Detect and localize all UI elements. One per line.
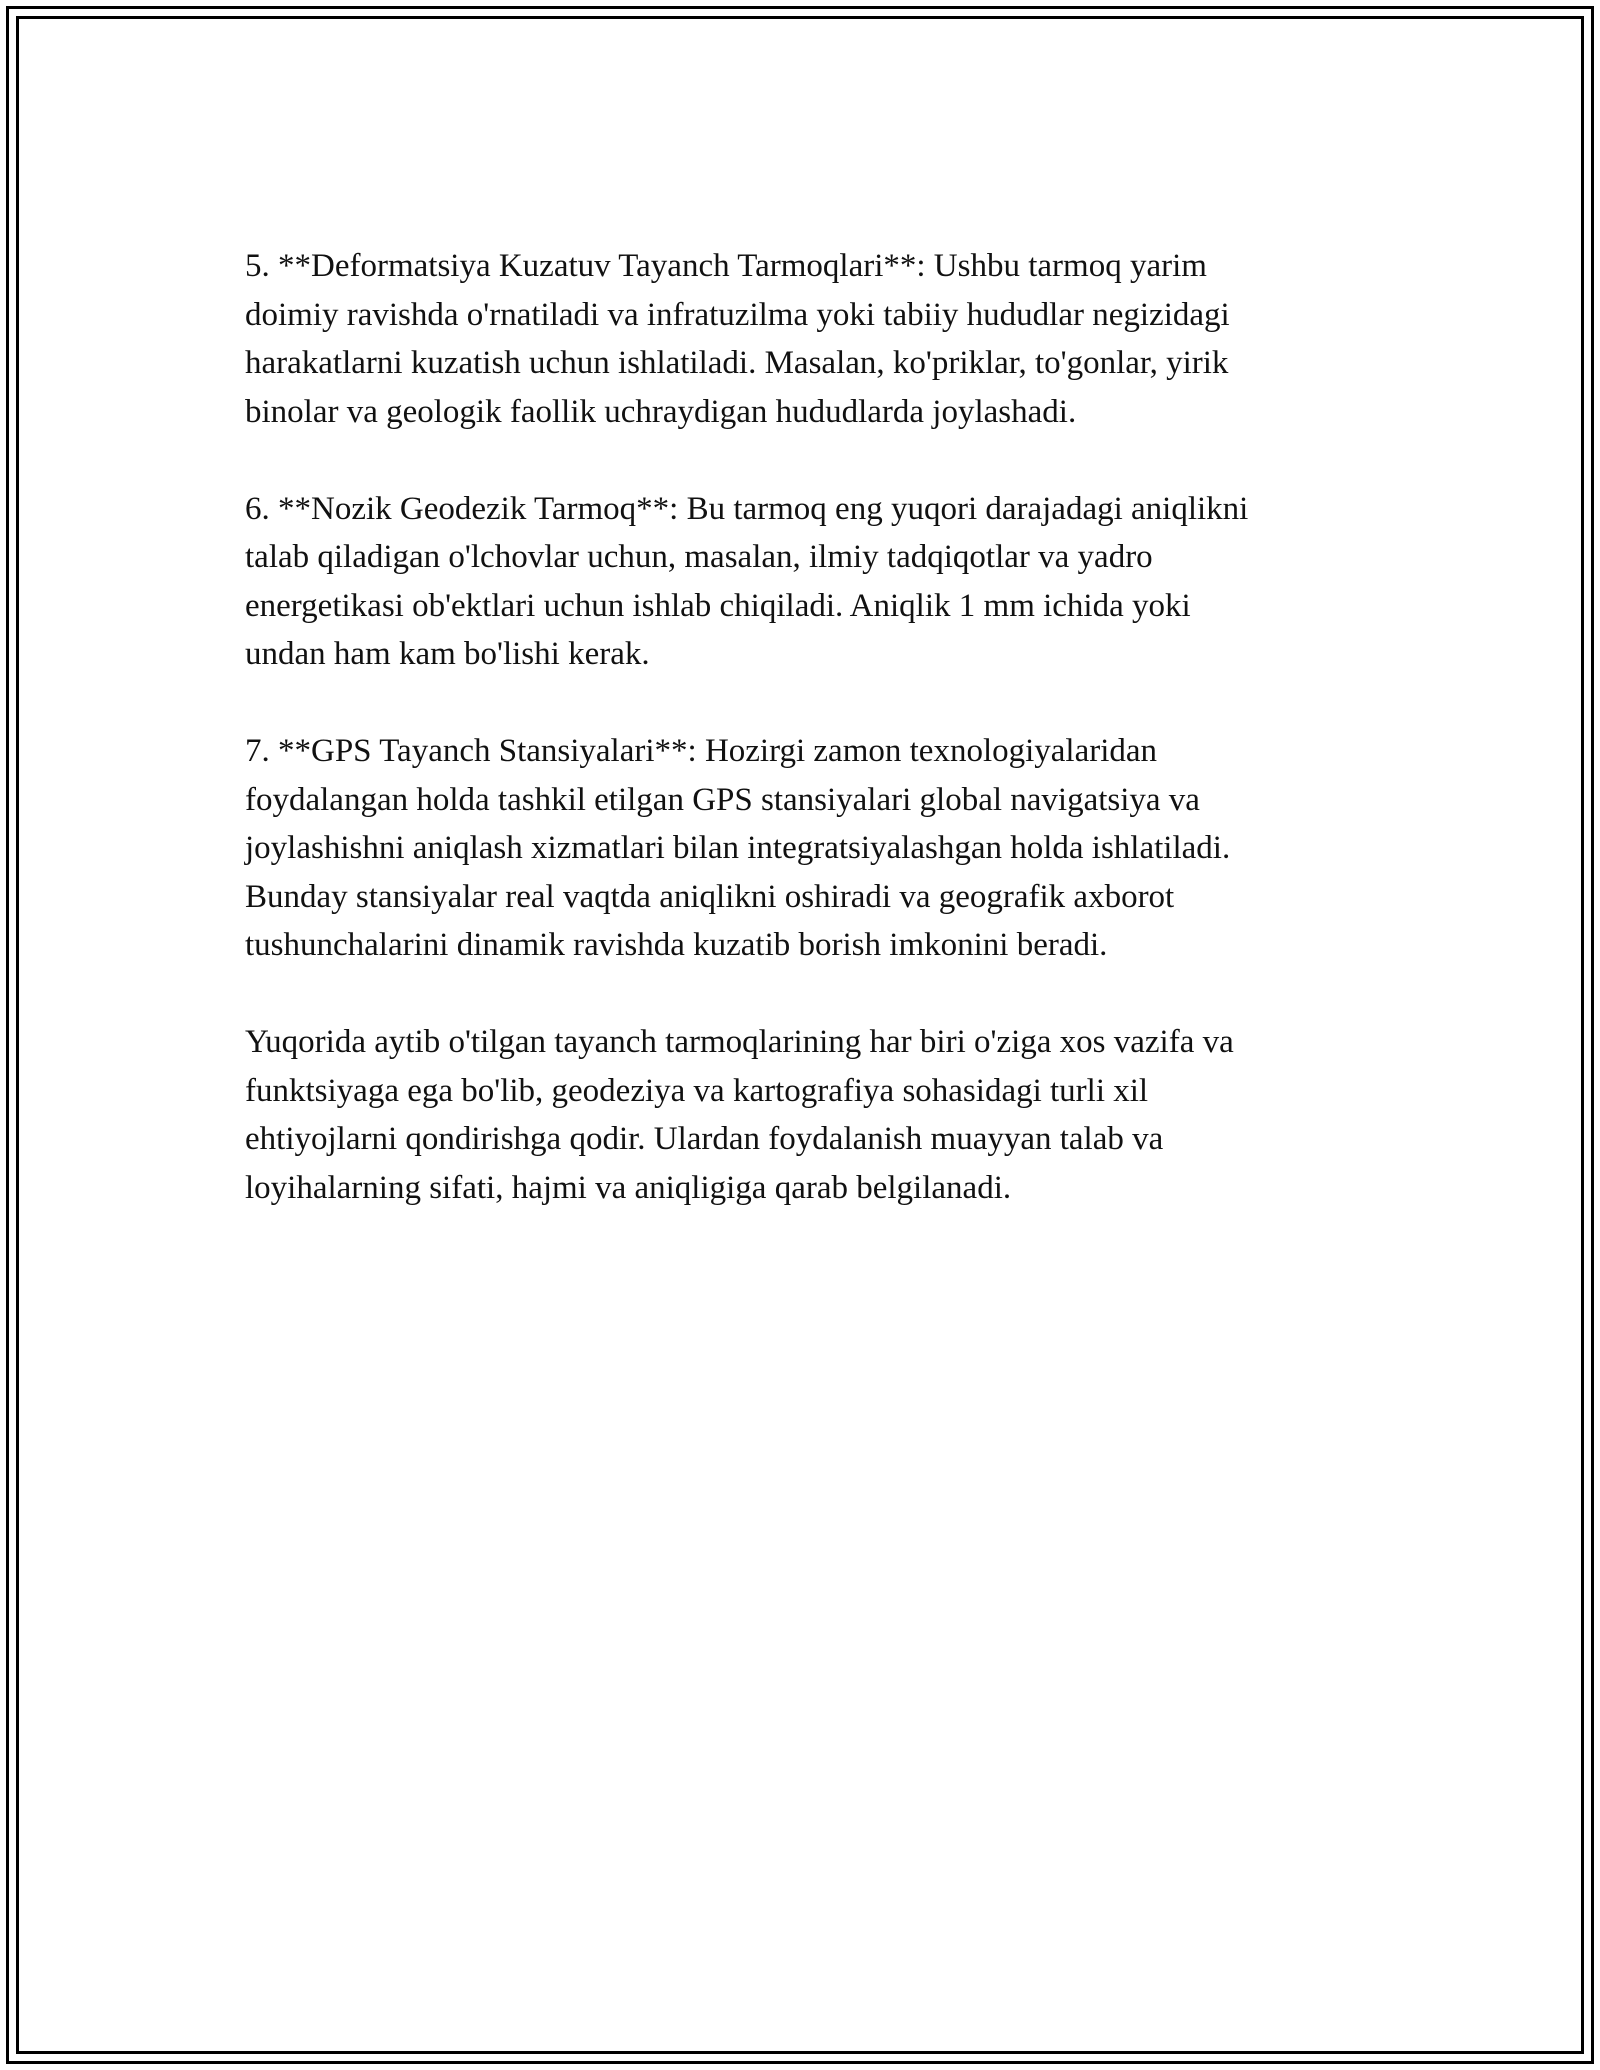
text-line: Bunday stansiyalar real vaqtda aniqlikni oshiradi va geografik axborot xyxy=(245,878,1175,915)
text-line: harakatlarni kuzatish uchun ishlatiladi. Masalan, ko'priklar, to'gonlar, yirik xyxy=(245,345,1229,381)
text-line: talab qiladigan o'lchovlar uchun, masalan, ilmiy tadqiqotlar va yadro xyxy=(245,539,1153,575)
text-line: funktsiyaga ega bo'lib, geodeziya va kartografiya sohasidagi turli xil xyxy=(245,1072,1149,1109)
paragraph-conclusion xyxy=(245,1018,1395,1212)
text-line: joylashishni aniqlash xizmatlari bilan integratsiyalashgan holda ishlatiladi. xyxy=(245,830,1231,866)
text-line: 6. **Nozik Geodezik Tarmoq**: Bu tarmoq eng yuqori darajadagi aniqlikni xyxy=(245,490,1249,527)
text-line: foydalangan holda tashkil etilgan GPS stansiyalari global navigatsiya va xyxy=(245,781,1200,818)
text-line: Yuqorida aytib o'tilgan tayanch tarmoqlarining har biri o'ziga xos vazifa va xyxy=(245,1024,1234,1060)
text-line: doimiy ravishda o'rnatiladi va infratuzilma yoki tabiiy hududlar negizidagi xyxy=(245,296,1230,333)
text-line: tushunchalarini dinamik ravishda kuzatib borish imkonini beradi. xyxy=(245,927,1108,963)
document-body xyxy=(245,242,1395,1261)
paragraph-deformation-network xyxy=(245,242,1395,436)
paragraph-precise-geodetic-network xyxy=(245,485,1395,679)
text-line: energetikasi ob'ektlari uchun ishlab chiqiladi. Aniqlik 1 mm ichida yoki xyxy=(245,587,1191,624)
text-line: 7. **GPS Tayanch Stansiyalari**: Hozirgi zamon texnologiyalaridan xyxy=(245,733,1158,769)
text-line: binolar va geologik faollik uchraydigan hududlarda joylashadi. xyxy=(245,393,1077,430)
text-line: ehtiyojlarni qondirishga qodir. Ulardan foydalanish muayyan talab va xyxy=(245,1121,1164,1157)
text-line: undan ham kam bo'lishi kerak. xyxy=(245,636,650,672)
page-frame xyxy=(6,6,1594,2064)
text-line: 5. **Deformatsiya Kuzatuv Tayanch Tarmoqlari**: Ushbu tarmoq yarim xyxy=(245,248,1207,284)
text-line: loyihalarning sifati, hajmi va aniqligiga qarab belgilanadi. xyxy=(245,1169,1012,1206)
paragraph-gps-stations xyxy=(245,727,1395,970)
